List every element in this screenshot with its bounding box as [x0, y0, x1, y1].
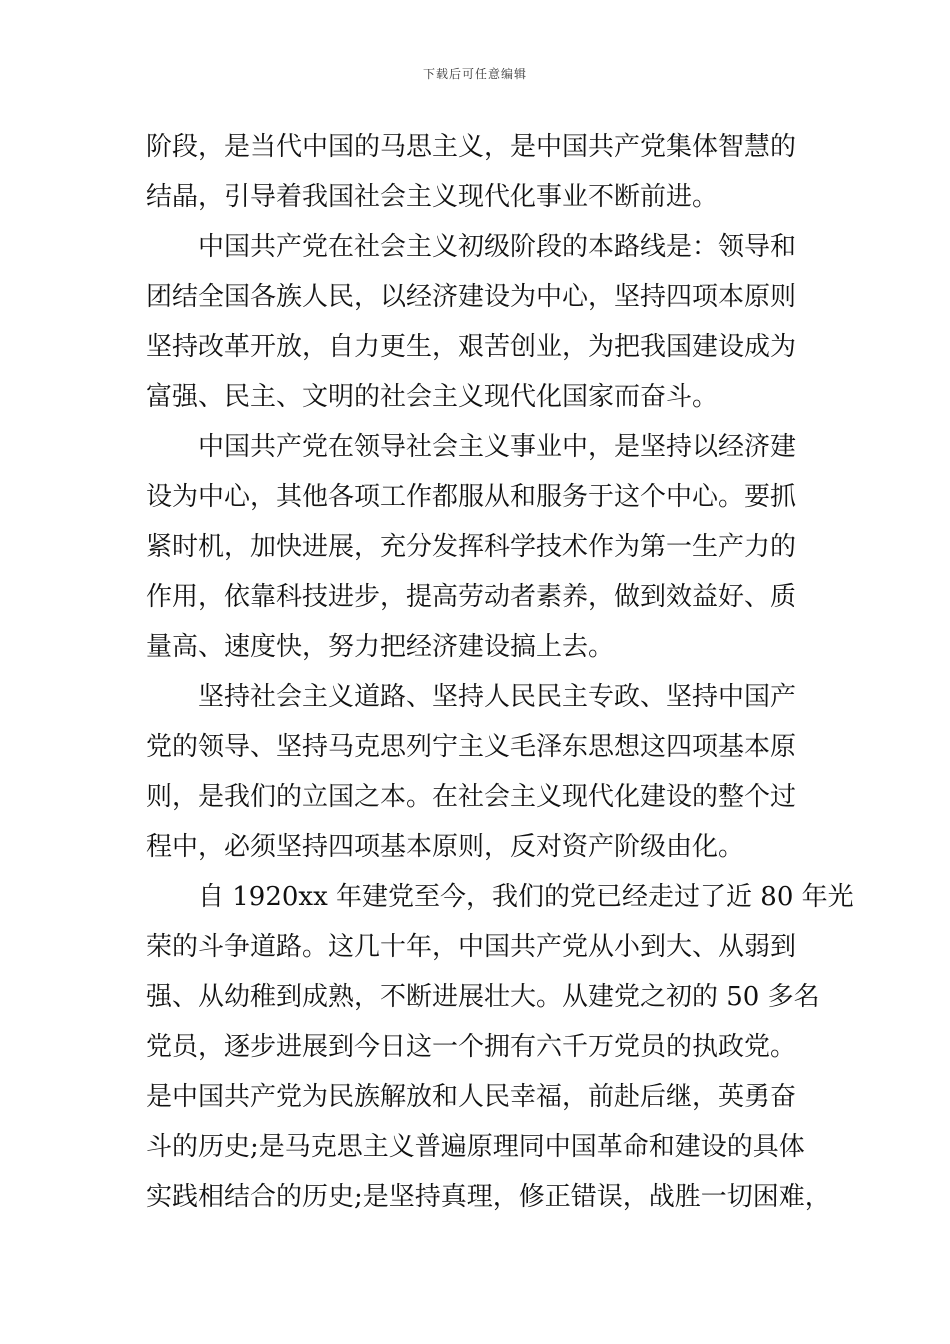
- text-line: 结晶，引导着我国社会主义现代化事业不断前进。: [146, 182, 719, 212]
- text-line: 设为中心，其他各项工作都服从和服务于这个中心。要抓: [146, 482, 797, 512]
- paragraph-start-line: 坚持社会主义道路、坚持人民民主专政、坚持中国产: [198, 682, 797, 712]
- text-line: 量高、速度快，努力把经济建设搞上去。: [146, 632, 615, 662]
- text-line: 紧时机，加快进展，充分发挥科学技术作为第一生产力的: [146, 532, 797, 562]
- text-line: 作用，依靠科技进步，提高劳动者素养，做到效益好、质: [146, 582, 797, 612]
- text-line: 坚持改革开放，自力更生，艰苦创业，为把我国建设成为: [146, 332, 797, 362]
- paragraph-start-line: 中国共产党在社会主义初级阶段的本路线是：领导和: [198, 232, 797, 262]
- text-line: 荣的斗争道路。这几十年，中国共产党从小到大、从弱到: [146, 932, 797, 962]
- paragraph-start-line: 自 1920xx 年建党至今，我们的党已经走过了近 80 年光: [198, 882, 854, 912]
- text-line: 程中，必须坚持四项基本原则，反对资产阶级由化。: [146, 832, 745, 862]
- document-body: [146, 122, 854, 1222]
- text-line: 党员，逐步进展到今日这一个拥有六千万党员的执政党。: [146, 1032, 797, 1062]
- text-line: 富强、民主、文明的社会主义现代化国家而奋斗。: [146, 382, 719, 412]
- text-line: 强、从幼稚到成熟，不断进展壮大。从建党之初的 50 多名: [146, 982, 820, 1012]
- text-line: 斗的历史;是马克思主义普遍原理同中国革命和建设的具体: [146, 1132, 805, 1162]
- text-line: 实践相结合的历史;是坚持真理，修正错误，战胜一切困难，: [146, 1182, 831, 1212]
- text-line: 则，是我们的立国之本。在社会主义现代化建设的整个过: [146, 782, 797, 812]
- text-line: 阶段，是当代中国的马思主义，是中国共产党集体智慧的: [146, 132, 797, 162]
- text-line: 是中国共产党为民族解放和人民幸福，前赴后继，英勇奋: [146, 1082, 797, 1112]
- paragraph-start-line: 中国共产党在领导社会主义事业中，是坚持以经济建: [198, 432, 797, 462]
- text-line: 团结全国各族人民，以经济建设为中心，坚持四项本原则: [146, 282, 797, 312]
- page-header: 下载后可任意编辑: [422, 67, 527, 81]
- text-line: 党的领导、坚持马克思列宁主义毛泽东思想这四项基本原: [146, 732, 797, 762]
